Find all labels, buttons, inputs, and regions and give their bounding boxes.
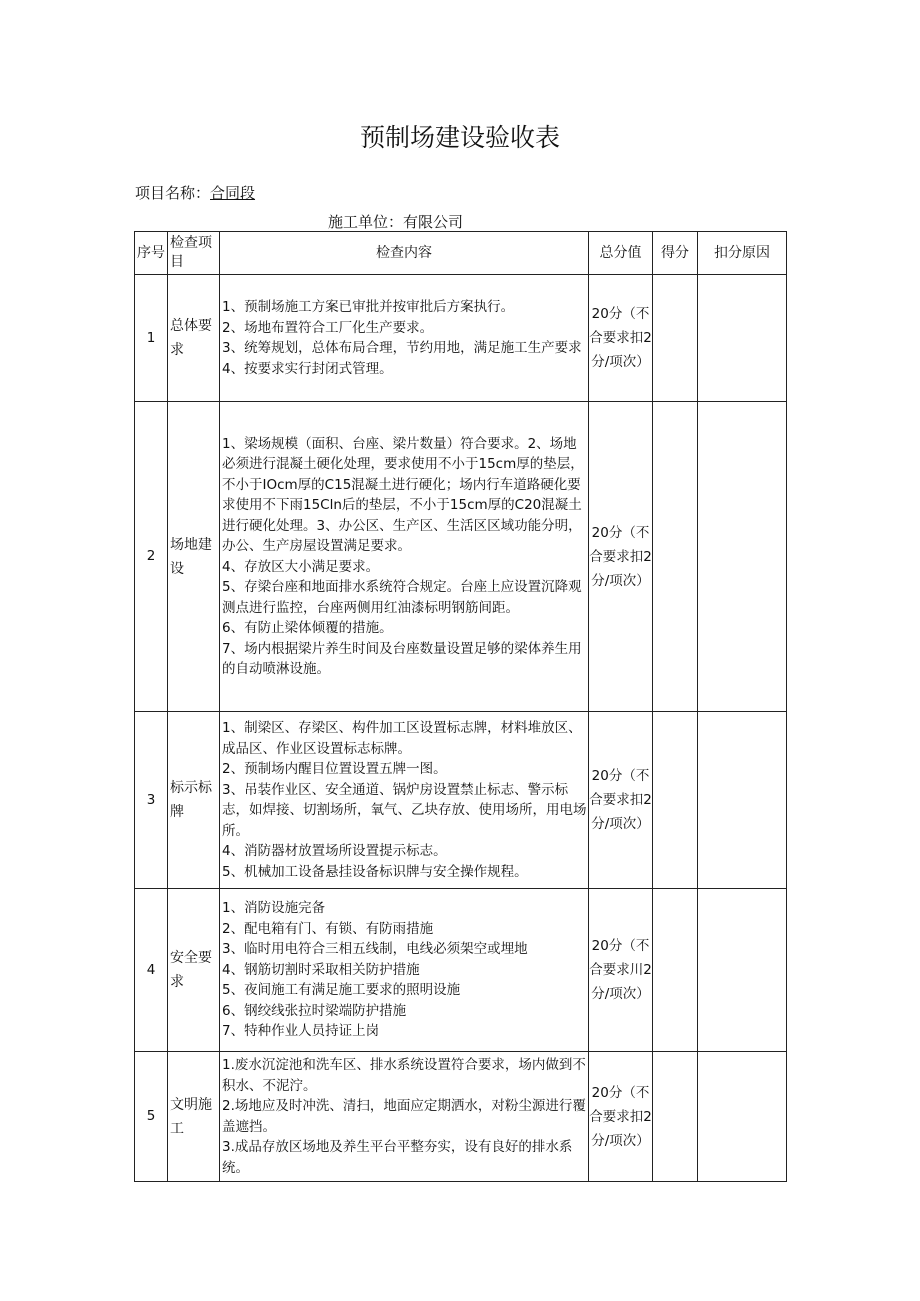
row-reason-cell[interactable] [698, 275, 787, 402]
row-seq: 2 [135, 402, 168, 712]
row-score-cell[interactable] [653, 402, 698, 712]
header-score: 得分 [653, 232, 698, 275]
content-line: 2、预制场内醒目位置设置五牌一图。 [222, 761, 447, 777]
row-content [220, 402, 589, 712]
row-score-cell[interactable] [653, 275, 698, 402]
row-total: 20分（不合要求扣2分/项次） [589, 402, 653, 712]
table-row [135, 275, 787, 402]
content-line: 1、预制场施工方案已审批并按审批后方案执行。 [222, 299, 515, 315]
content-line: 6、钢绞线张拉时梁端防护措施 [222, 1002, 407, 1019]
header-item: 检查项目 [168, 232, 220, 275]
content-line: 4、存放区大小满足要求。 [222, 558, 380, 575]
content-line: 1.废水沉淀池和洗车区、排水系统设置符合要求，场内做到不积水、不泥泞。 [222, 1057, 586, 1094]
table-row [135, 1052, 787, 1182]
content-line: 3、吊装作业区、安全通道、锅炉房设置禁止标志、警示标志，如焊接、切割场所，氧气、乙块存放、使用场所，用电场所。 [222, 781, 587, 839]
row-reason-cell[interactable] [698, 889, 787, 1052]
header-content: 检查内容 [220, 232, 589, 275]
row-content [220, 889, 589, 1052]
row-item: 标示标牌 [168, 712, 220, 889]
row-seq: 3 [135, 712, 168, 889]
row-seq: 4 [135, 889, 168, 1052]
content-line: 2、配电箱有门、有锁、有防雨措施 [222, 920, 434, 937]
content-line: 1、梁场规模（面积、台座、梁片数量）符合要求。2、场地必须进行混凝土硬化处理，要求使用不小于15cm厚的垫层，不小于IOcm厚的C15混凝土进行硬化；场内行车道路硬化要求使用不下雨15Cln后的垫层，不小于15cm厚的C20混凝土进行硬化处理。3、办公区、生产区、生活区区域功能分明，办公、生产房屋设置满足要求。 [222, 435, 584, 554]
content-line: 2.场地应及时冲洗、清扫，地面应定期洒水，对粉尘源进行覆盖遮挡。 [222, 1098, 586, 1135]
row-seq: 1 [135, 275, 168, 402]
row-reason-cell[interactable] [698, 402, 787, 712]
content-line: 1、消防设施完备 [222, 900, 326, 917]
content-line: 1、制梁区、存梁区、构件加工区设置标志牌，材料堆放区、成品区、作业区设置标志标牌。 [222, 720, 582, 757]
page-title: 预制场建设验收表 [359, 123, 560, 152]
row-content [220, 275, 589, 402]
project-name-line [135, 182, 255, 203]
row-total: 20分（不合要求扣2分/项次） [589, 1052, 653, 1182]
project-name-label: 项目名称： [135, 184, 211, 202]
content-line: 5、存梁台座和地面排水系统符合规定。台座上应设置沉降观测点进行监控，台座两侧用红油漆标明钢筋间距。 [222, 579, 582, 616]
row-score-cell[interactable] [653, 712, 698, 889]
row-reason-cell[interactable] [698, 1052, 787, 1182]
row-total: 20分（不合要求扣2分/项次） [589, 275, 653, 402]
row-item: 总体要求 [168, 275, 220, 402]
header-total: 总分值 [589, 232, 653, 275]
content-line: 7、特种作业人员持证上岗 [222, 1023, 380, 1040]
row-item: 文明施工 [168, 1052, 220, 1182]
header-reason: 扣分原因 [698, 232, 787, 275]
content-line: 6、有防止梁体倾覆的措施。 [222, 620, 393, 636]
row-content [220, 712, 589, 889]
content-line: 3、临时用电符合三相五线制，电线必须架空或埋地 [222, 941, 528, 958]
construction-unit-line [328, 211, 590, 232]
row-item: 安全要求 [168, 889, 220, 1052]
content-line: 5、机械加工设备悬挂设备标识牌与安全操作规程。 [222, 863, 528, 880]
row-score-cell[interactable] [653, 889, 698, 1052]
row-total: 20分（不合要求川2分/项次） [589, 889, 653, 1052]
content-line: 4、按要求实行封闭式管理。 [222, 360, 393, 377]
table-row [135, 889, 787, 1052]
row-total: 20分（不合要求扣2分/项次） [589, 712, 653, 889]
table-row [135, 402, 787, 712]
row-item: 场地建设 [168, 402, 220, 712]
row-seq: 5 [135, 1052, 168, 1182]
content-line: 2、场地布置符合工厂化生产要求。 [222, 319, 434, 336]
row-reason-cell[interactable] [698, 712, 787, 889]
inspection-table [134, 231, 787, 1182]
project-name-value: 合同段 [210, 184, 256, 202]
table-row [135, 712, 787, 889]
row-score-cell[interactable] [653, 1052, 698, 1182]
content-line: 7、场内根据梁片养生时间及台座数量设置足够的梁体养生用的自动喷淋设施。 [222, 640, 582, 677]
content-line: 4、消防器材放置场所设置提示标志。 [222, 843, 447, 859]
content-line: 5、夜间施工有满足施工要求的照明设施 [222, 982, 461, 999]
content-line: 3.成品存放区场地及养生平台平整夯实，设有良好的排水系统。 [222, 1139, 573, 1176]
row-content [220, 1052, 589, 1182]
header-seq: 序号 [135, 232, 168, 275]
content-line: 3、统筹规划，总体布局合理，节约用地，满足施工生产要求 [222, 340, 582, 356]
construction-unit-label: 施工单位： [328, 213, 404, 231]
table-header-row [135, 232, 787, 275]
content-line: 4、钢筋切割时采取相关防护措施 [222, 961, 420, 978]
construction-unit-value: 有限公司 [403, 213, 464, 231]
